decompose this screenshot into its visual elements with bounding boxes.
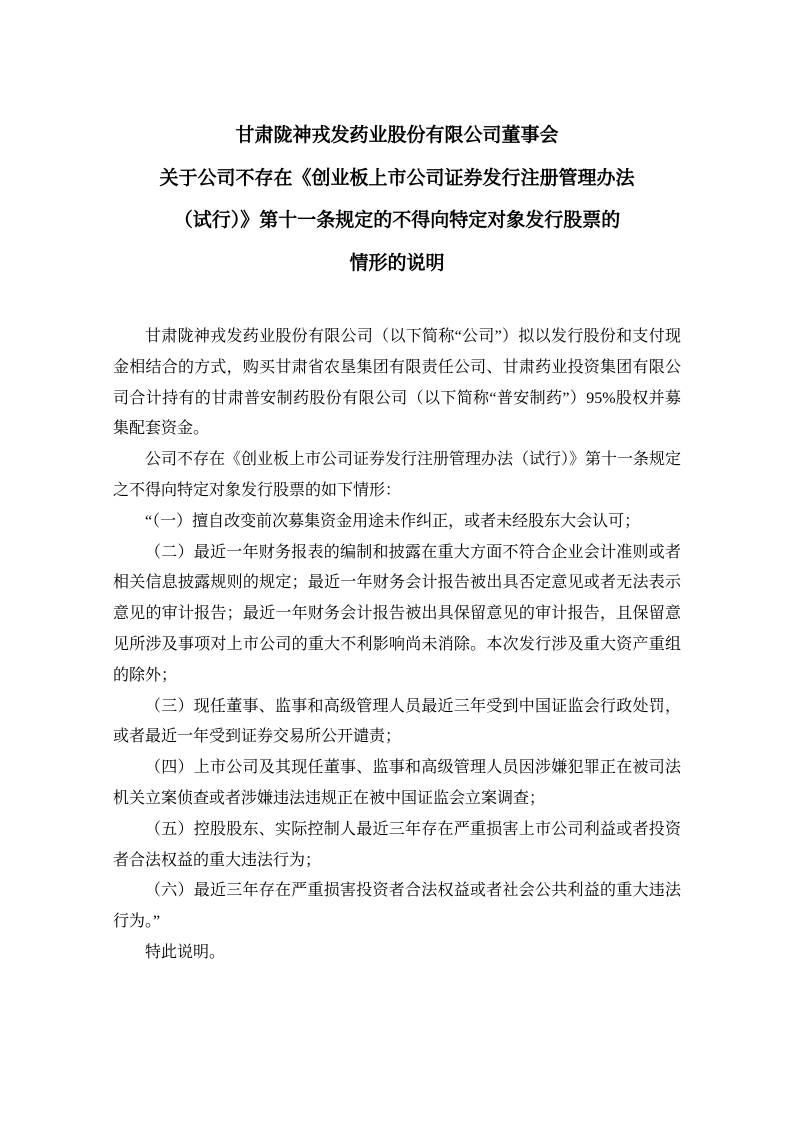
document-content [113, 115, 681, 969]
document-paragraph: （六）最近三年存在严重损害投资者合法权益或者社会公共利益的重大违法行为。” [113, 882, 681, 931]
document-paragraph: （二）最近一年财务报表的编制和披露在重大方面不符合企业会计准则或者相关信息披露规则的规定；最近一年财务会计报告被出具否定意见或者无法表示意见的审计报告；最近一年财务会计报告被出具保留意见的审计报告，且保留意见所涉及事项对上市公司的重大不利影响尚未消除。本次发行涉及重大资产重组的除外； [113, 543, 681, 684]
document-paragraph: 甘肃陇神戎发药业股份有限公司（以下简称“公司”）拟以发行股份和支付现金相结合的方式，购买甘肃省农垦集团有限责任公司、甘肃药业投资集团有限公司合计持有的甘肃普安制药股份有限公司（以下简称“普安制药”）95%股权并募集配套资金。 [113, 328, 681, 438]
document-title-line: 关于公司不存在《创业板上市公司证券发行注册管理办法 [159, 167, 635, 189]
document-paragraph: 公司不存在《创业板上市公司证券发行注册管理办法（试行）》第十一条规定之不得向特定对象发行股票的如下情形： [113, 451, 682, 499]
document-title-line: （试行）》第十一条规定的不得向特定对象发行股票的 [173, 210, 621, 231]
document-body [113, 322, 681, 969]
document-title-line: 甘肃陇神戎发药业股份有限公司董事会 [235, 125, 559, 146]
document-paragraph: （四）上市公司及其现任董事、监事和高级管理人员因涉嫌犯罪正在被司法机关立案侦查或者涉嫌违法违规正在被中国证监会立案调查； [113, 759, 681, 807]
document-paragraph: （五）控股股东、实际控制人最近三年存在严重损害上市公司利益或者投资者合法权益的重大违法行为； [113, 820, 681, 869]
document-title [113, 115, 681, 285]
document-paragraph: “（一）擅自改变前次募集资金用途未作纠正，或者未经股东大会认可； [145, 512, 641, 530]
document-title-line: 情形的说明 [349, 252, 445, 274]
document-paragraph: （三）现任董事、监事和高级管理人员最近三年受到中国证监会行政处罚，或者最近一年受到证券交易所公开谴责； [113, 697, 681, 746]
document-paragraph: 特此说明。 [145, 943, 226, 961]
